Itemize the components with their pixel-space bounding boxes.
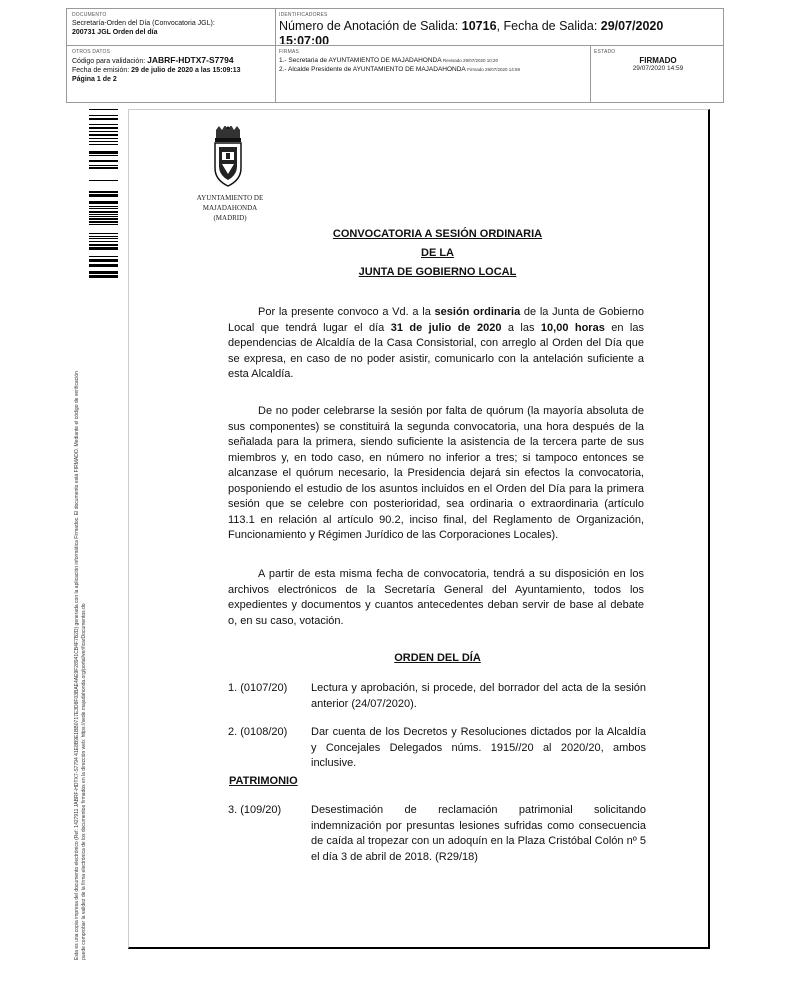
codigo-validacion [72,56,272,66]
otros-datos-cell [72,49,272,101]
documento-caption: DOCUMENTO [72,12,107,18]
identificadores-caption: IDENTIFICADORES [279,12,328,18]
barcode-bar [89,167,118,169]
firma-1-text: 1.- Secretaria de AYUNTAMIENTO DE MAJADAHONDA [279,57,442,64]
anotacion-date: 29/07/2020 [600,19,664,33]
agenda-item-text: Lectura y aprobación, si procede, del borrador del acta de la sesión anterior (24/07/2020). [311,682,646,710]
barcode-bar [89,264,118,267]
p3-text: A partir de esta misma fecha de convocatoria, tendrá a su disposición en los archivos electrónicos de la Secretaría General del Ayuntamiento, todos los expedientes y documentos y cuantos antecedentes deban servir de base al debate o, en su caso, votación. [228,568,644,627]
barcode-bar [89,224,118,225]
barcode-bar [89,144,118,145]
anotacion-prefix: Número de Anotación de Salida: [279,19,462,33]
title-line2: DE LA [421,247,454,259]
anotacion-time: 15:07:00 [279,34,330,44]
p1-c: de la Junta de Gobierno Local que tendrá lugar el día [228,306,644,334]
barcode-bar [89,138,118,139]
barcode-bar [89,271,118,274]
barcode-bar [89,218,118,220]
title-line1: CONVOCATORIA A SESIÓN ORDINARIA [332,228,543,240]
paragraph-quorum [228,404,644,544]
barcode-graphic [89,107,118,279]
agenda-item-text: Desestimación de reclamación patrimonial solicitando indemnización por presuntas lesiones sufridas como consecuencia de caída al tropezar con un adoquín en la Plaza Cristóbal Colón nº 5 el día 3 de abril de 2018. (R29/18) [311,804,646,863]
estado-cell [594,49,722,101]
barcode-bar [89,165,118,166]
p1-a: Por la presente convoco a Vd. a la [258,306,435,318]
title-line3: JUNTA DE GOBIERNO LOCAL [358,266,517,278]
anotacion-number: 10716 [461,19,497,33]
barcode-bar [89,134,118,136]
page-indicator: Página 1 de 2 [72,76,117,83]
paragraph-archivos [228,567,644,629]
firmas-cell [279,49,587,101]
section-patrimonio: PATRIMONIO [229,775,298,787]
document-header-table [66,8,724,103]
p1-date: 31 de julio de 2020 [390,321,502,334]
codigo-prefix: Código para validación: [72,58,148,65]
barcode-bar [89,180,118,181]
firma-2 [279,65,587,74]
barcode-bar [89,115,118,116]
orden-del-dia-title: ORDEN DEL DÍA [394,652,481,664]
p2-text: De no poder celebrarse la sesión por falta de quórum (la mayoría absoluta de sus componentes) se constituirá la segunda convocatoria, una hora después de la señalada para la primera, siendo suficiente la asistencia de la tercera parte de sus miembros y, en todo caso, en número no inferior a tres; si tampoco entonces se alcanzase el quórum necesario, la Presidencia dejará sin efectos la convocatoria, posponiendo el estudio de los asuntos incluidos en el Orden del Día para la primera sesión que se celebre con posterioridad, sea ordinaria o extraordinaria (artículo 113.1 en relación al artículo 90.2, inciso final, del Reglamento de Organización, Funcionamiento y Régimen Jurídico de las Corporaciones Locales). [228,405,644,541]
side-text-line1: Esta es una copia impresa del documento electrónico (Ref: 1427911 JABRF-HDTX7-S7794 41E8B9E1BB0717E3D8F03BAE4AE9F28941CB4F7B2D) generada con la aplicación informática Firmadoc. El documento está FIRMADO. Mediante el código de verificación [74,371,80,960]
barcode-bar [89,259,118,262]
barcode-bar [89,238,118,239]
barcode-bar [89,211,118,213]
barcode-bar [89,244,118,246]
anotacion-mid: , Fecha de Salida: [496,19,601,33]
barcode-bar [89,127,118,129]
barcode-bar [89,233,118,234]
barcode-bar [89,109,118,110]
barcode-bar [89,151,118,154]
coat-of-arms-icon [210,126,246,188]
estado-date: 29/07/2020 14:59 [632,65,684,72]
barcode-bar [89,241,118,242]
barcode-bar [89,118,118,120]
agenda-item-number: 3. (109/20) [228,804,282,816]
barcode-bar [89,155,118,156]
entity-line3: (MADRID) [213,214,247,222]
barcode-bar [89,160,118,162]
firma-2-text: 2.- Alcalde Presidente de AYUNTAMIENTO DE MAJADAHONDA [279,66,466,73]
entity-line1: AYUNTAMIENTO DE [196,194,264,202]
fecha-emision-prefix: Fecha de emisión: [72,67,132,74]
barcode-image [89,107,118,279]
p1-e: a las [501,321,541,334]
barcode-bar [89,256,118,257]
p1-g: en las dependencias de Alcaldía de la Casa Consistorial, con arreglo al Orden del Día que se expresa, en caso de no poder asistir, comunicarlo con la antelación suficiente a esta Alcaldía. [228,321,644,380]
fecha-emision [72,66,272,75]
barcode-bar [89,194,118,197]
documento-line2: 200731 JGL Orden del día [72,29,158,36]
barcode-bar [89,124,118,125]
barcode-bar [89,216,118,217]
codigo-value: JABRF-HDTX7-S7794 [147,55,234,65]
p1-hour: 10,00 horas [540,321,605,334]
barcode-bar [89,275,118,278]
estado-badge: FIRMADO [639,56,677,65]
documento-cell [72,12,272,44]
barcode-bar [89,131,118,132]
barcode-bar [89,208,118,209]
agenda-item-number: 2. (0108/20) [228,726,288,738]
agenda-item-1 [228,681,646,712]
firma-1 [279,56,587,65]
verification-side-text [74,260,87,960]
barcode-bar [89,191,118,193]
identificadores-cell [279,12,719,44]
paragraph-convocatoria [228,305,644,383]
barcode-bar [89,236,118,237]
side-text-line2: puede comprobar la validez de la firma electrónica de los documentos firmados en la dirección web: https://sede.majadahonda.org/portal/verificarDocumentos.do [80,603,87,960]
entity-name [180,193,280,223]
firma-1-meta: Revisado 29/07/2020 10:20 [443,58,499,63]
estado-caption: ESTADO [594,49,616,55]
agenda-item-number: 1. (0107/20) [228,682,288,694]
anotacion-salida [279,19,719,34]
barcode-bar [89,206,118,207]
agenda-item-text: Dar cuenta de los Decretos y Resoluciones dictados por la Alcaldía y Concejales Delegados núms. 1915//20 al 2020/20, ambos inclusive. [311,726,646,769]
fecha-emision-value: 29 de julio de 2020 a las 15:09:13 [131,67,241,74]
entity-line2: MAJADAHONDA [202,204,258,212]
barcode-bar [89,221,118,223]
barcode-bar [89,201,118,204]
p1-sesion-ordinaria: sesión ordinaria [434,306,521,318]
documento-line1: Secretaría-Orden del Día (Convocatoria JGL): [72,20,215,27]
firmas-caption: FIRMAS [279,49,300,55]
agenda-item-2 [228,725,646,772]
barcode-bar [89,141,118,142]
firma-2-meta: Firmado 29/07/2020 14:59 [467,67,521,72]
agenda-item-3 [228,803,646,865]
barcode-bar [89,214,118,215]
otros-datos-caption: OTROS DATOS [72,49,111,55]
barcode-bar [89,247,118,250]
